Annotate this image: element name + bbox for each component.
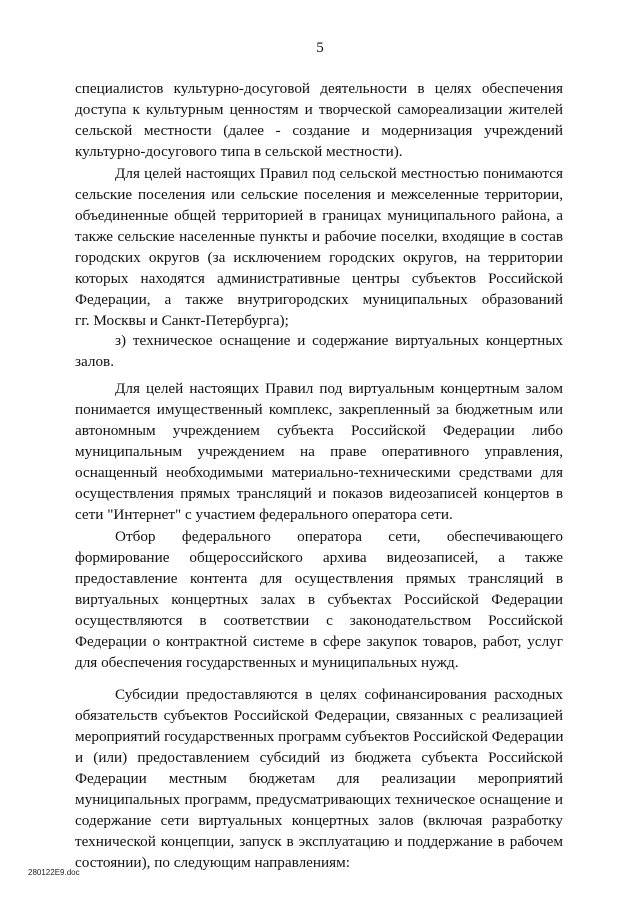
text-line: Для целей настоящих Правил под виртуальным концертным залом [115,380,563,397]
text-line: объединенные общей территорией в границах муниципального района, а [75,207,563,224]
text-line: Субсидии предоставляются в целях софинансирования расходных [115,686,563,703]
text-line: Отбор федерального оператора сети, обеспечивающего [115,528,563,545]
text-line: Федерации местным бюджетам для реализации мероприятий [75,770,563,787]
text-line: автономным учреждением субъекта Российской Федерации либо [75,422,563,439]
text-line: виртуальных концертных залах в субъектах Российской Федерации [75,591,563,608]
text-line: для обеспечения государственных и муниципальных нужд. [75,654,459,671]
text-line: оснащенный необходимыми материально-техническими средствами для [75,464,563,481]
text-line: залов. [75,353,115,370]
text-line: з) техническое оснащение и содержание виртуальных концертных [115,332,563,349]
text-line: Для целей настоящих Правил под сельской местностью понимаются [115,165,563,182]
text-line: содержание сети виртуальных концертных залов (включая разработку [75,812,563,829]
text-line: культурно-досугового типа в сельской местности). [75,143,403,160]
text-line: технической концепции, запуск в эксплуатацию и поддержание в рабочем [75,833,563,850]
text-line: доступа к культурным ценностям и творческой самореализации жителей [75,101,563,118]
page-number: 5 [316,40,324,56]
text-line: сети "Интернет" с участием федерального оператора сети. [75,506,453,523]
text-line: обязательств субъектов Российской Федерации, связанных с реализацией [75,707,563,724]
text-line: которых находятся административные центры субъектов Российской [75,270,563,287]
text-line: муниципальным учреждением на праве оперативного управления, [75,443,563,460]
text-line: также сельские населенные пункты и рабочие поселки, входящие в состав [75,228,563,245]
text-line: сельской местности (далее - создание и модернизация учреждений [75,122,563,139]
text-line: гг. Москвы и Санкт-Петербурга); [75,312,289,329]
text-line: муниципальных программ, предусматривающих техническое оснащение и [75,791,563,808]
text-line: сельские поселения или сельские поселения и межселенные территории, [75,186,563,203]
text-line: и (или) предоставлением субсидий из бюджета субъекта Российской [75,749,563,766]
text-line: Федерации о контрактной системе в сфере закупок товаров, работ, услуг [75,633,563,650]
text-line: Федерации, а также внутригородских муниципальных образований [75,291,563,308]
text-line: предоставление контента для осуществления прямых трансляций в [75,570,563,587]
text-line: осуществляются в соответствии с законодательством Российской [75,612,563,629]
text-line: мероприятий государственных программ субъектов Российской Федерации [75,728,563,745]
text-line: понимается имущественный комплекс, закрепленный за бюджетным или [75,401,563,418]
footer-filename: 280122E9.doc [28,868,80,877]
text-line: городских округов (за исключением городских округов, на территории [75,249,563,266]
text-line: осуществления прямых трансляций и показов видеозаписей концертов в [75,485,563,502]
text-line: специалистов культурно-досуговой деятельности в целях обеспечения [75,80,563,97]
text-line: формирование общероссийского архива видеозаписей, а также [75,549,563,566]
text-line: состоянии), по следующим направлениям: [75,854,350,871]
